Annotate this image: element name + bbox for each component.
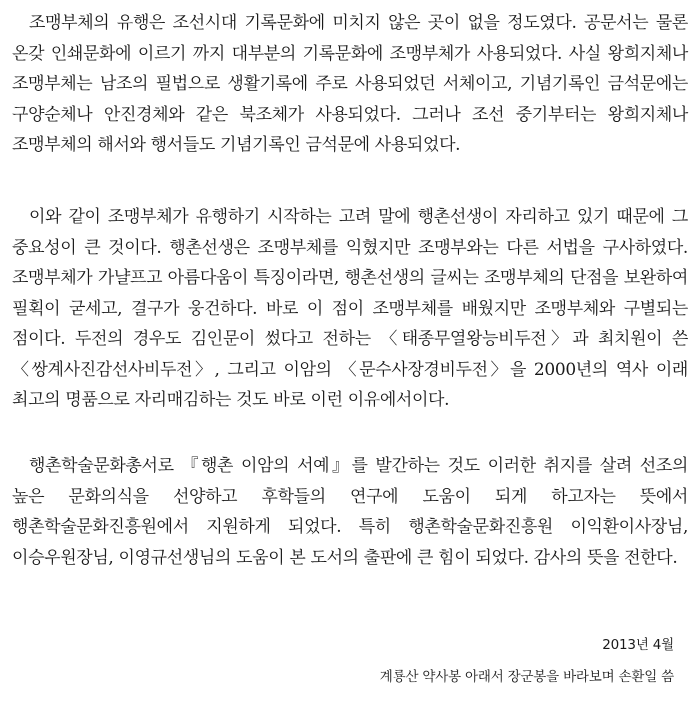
signature-date: 2013년 4월 <box>602 637 674 653</box>
paragraph-3: 행촌학술문화총서로 『행촌 이암의 서예』를 발간하는 것도 이러한 취지를 살려 선조의 높은 문화의식을 선양하고 후학들의 연구에 도움이 되게 하고자는 뜻에서 행촌학술문화진흥원에서 지원하게 되었다. 특히 행촌학술문화진흥원 이익환이사장님, 이승우원장님, 이영규선생님의 도움이 본 도서의 출판에 큰 힘이 되었다. 감사의 뜻을 전한다. <box>12 456 688 568</box>
paragraph-1: 조맹부체의 유행은 조선시대 기록문화에 미치지 않은 곳이 없을 정도였다. 공문서는 물론 온갖 인쇄문화에 이르기 까지 대부분의 기록문화에 조맹부체가 사용되었다. 사실 왕희지체나 조맹부체는 남조의 필법으로 생활기록에 주로 사용되었던 서체이고, 기념기록인 금석문에는 구양순체나 안진경체와 같은 북조체가 사용되었다. 그러나 조선 중기부터는 왕희지체나 조맹부체의 해서와 행서들도 기념기록인 금석문에 사용되었다. <box>12 13 688 155</box>
paragraph-2: 이와 같이 조맹부체가 유행하기 시작하는 고려 말에 행촌선생이 자리하고 있기 때문에 그 중요성이 큰 것이다. 행촌선생은 조맹부체를 익혔지만 조맹부와는 다른 서법을 구사하였다. 조맹부체가 가냘프고 아름다움이 특징이라면, 행촌선생의 글씨는 조맹부체의 단점을 보완하여 필획이 굳세고, 결구가 웅건하다. 바로 이 점이 조맹부체를 배웠지만 조맹부체와 구별되는 점이다. 두전의 경우도 김인문이 썼다고 전하는 〈태종무열왕능비두전〉과 최치원이 쓴 〈쌍계사진감선사비두전〉, 그리고 이암의 〈문수사장경비두전〉을 2000년의 역사 이래 최고의 명품으로 자리매김하는 것도 바로 이런 이유에서이다. <box>12 207 688 410</box>
signature-author: 계룡산 약사봉 아래서 장군봉을 바라보며 손환일 씀 <box>379 669 674 685</box>
